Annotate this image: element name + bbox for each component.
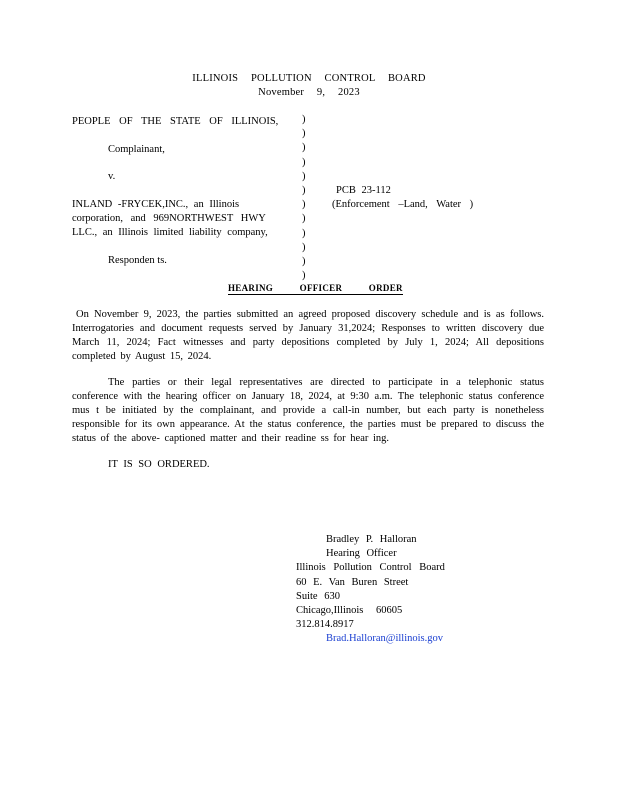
caption-paren: ) xyxy=(302,128,306,140)
signer-suite: Suite 630 xyxy=(296,590,340,602)
caption-paren: ) xyxy=(302,241,306,253)
signature-block xyxy=(296,533,445,647)
signer-title: Hearing Officer xyxy=(326,548,397,560)
signer-name: Bradley P. Halloran xyxy=(326,534,417,545)
respondent-line-3: LLC., an Illinois limited liability company, xyxy=(72,227,268,238)
caption-parentheses xyxy=(302,113,306,283)
caption-paren: ) xyxy=(302,199,306,211)
order-title: HEARING OFFICER ORDER xyxy=(228,283,403,293)
status-conference-paragraph: The parties or their legal representatives are directed to participate in a telephonic status conference with the hearing officer on January 18, 2024, at 9:30 a.m. The telephonic status conference mus t be initiated by the complainant, and provide a call-in number, but each party is nonetheless responsible for its own appearance. At the status conference, the parties must be prepared to discuss the status of the above- captioned matter and their readine ss for hear ing. xyxy=(72,377,544,444)
closing-statement: IT IS SO ORDERED. xyxy=(108,459,210,470)
caption-paren: ) xyxy=(302,227,306,239)
caption-paren: ) xyxy=(302,255,306,267)
caption-paren: ) xyxy=(302,142,306,154)
order-date: November 9, 2023 xyxy=(258,87,360,98)
caption-paren: ) xyxy=(302,114,306,125)
caption-paren: ) xyxy=(302,270,306,282)
board-name: ILLINOIS POLLUTION CONTROL BOARD xyxy=(192,73,426,84)
respondent-line-1: INLAND -FRYCEK,INC., an Illinois xyxy=(72,199,240,210)
caption-paren: ) xyxy=(302,156,306,168)
complainant-role: Complainant, xyxy=(108,144,165,155)
respondent-role: Responden ts. xyxy=(108,255,167,266)
case-type: (Enforcement –Land, Water ) xyxy=(332,199,474,210)
signer-phone: 312.814.8917 xyxy=(296,619,354,631)
signer-street: 60 E. Van Buren Street xyxy=(296,576,409,588)
caption-paren: ) xyxy=(302,213,306,225)
case-number: PCB 23-112 xyxy=(336,185,391,196)
signer-city: Chicago,Illinois 60605 xyxy=(296,605,403,617)
versus-label: v. xyxy=(108,171,116,182)
signer-organization: Illinois Pollution Control Board xyxy=(296,562,445,574)
discovery-paragraph: On November 9, 2023, the parties submitted an agreed proposed discovery schedule and is as follows. Interrogatories and document requests served by January 31,2024; Responses to written discovery due March 11, 2024; Fact witnesses and party depositions completed by July 1, 2024; All depositions completed by August 15, 2024. xyxy=(72,309,544,362)
complainant-name: PEOPLE OF THE STATE OF ILLINOIS, xyxy=(72,116,279,127)
respondent-line-2: corporation, and 969NORTHWEST HWY xyxy=(72,213,266,224)
caption-paren: ) xyxy=(302,184,306,196)
signer-email-link[interactable]: Brad.Halloran@illinois.gov xyxy=(326,633,443,645)
caption-paren: ) xyxy=(302,170,306,182)
